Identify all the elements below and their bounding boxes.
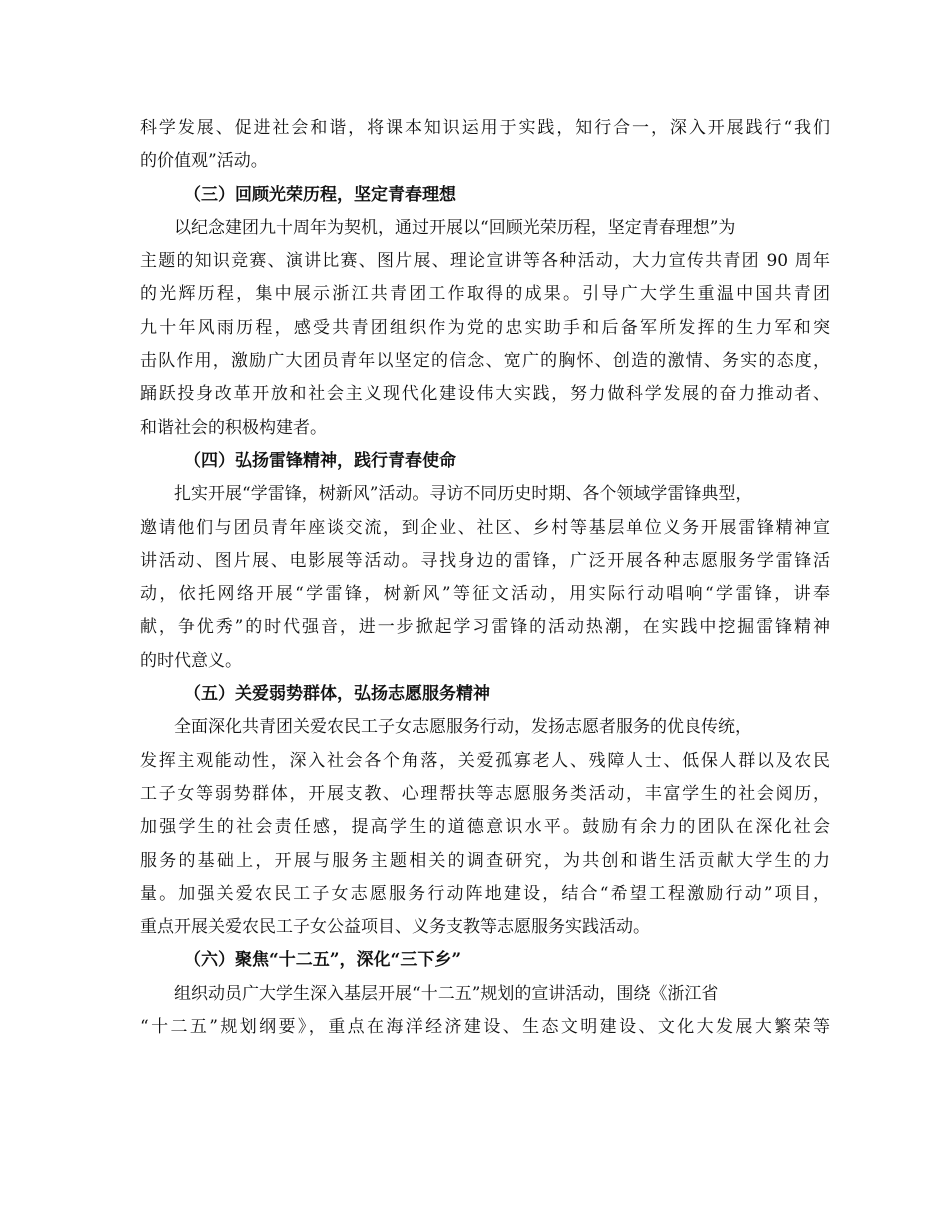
body-line: 九十年风雨历程，感受共青团组织作为党的忠实助手和后备军所发挥的生力军和突 [140, 317, 830, 338]
body-line: 献，争优秀”的时代强音，进一步掀起学习雷锋的活动热潮，在实践中挖掘雷锋精神 [140, 617, 830, 638]
body-line: 的光辉历程，集中展示浙江共青团工作取得的成果。引导广大学生重温中国共青团 [140, 284, 830, 305]
body-line: 服务的基础上，开展与服务主题相关的调查研究，为共创和谐生活贡献大学生的力 [140, 850, 830, 871]
body-line: 邀请他们与团员青年座谈交流，到企业、社区、乡村等基层单位义务开展雷锋精神宣 [140, 517, 830, 538]
section-heading-4: （四）弘扬雷锋精神，践行青春使命 [184, 450, 456, 471]
body-line: 发挥主观能动性，深入社会各个角落，关爱孤寡老人、残障人士、低保人群以及农民 [140, 750, 830, 771]
body-line: 组织动员广大学生深入基层开展“十二五”规划的宣讲活动，围绕《浙江省 [174, 983, 719, 1004]
body-line: 踊跃投身改革开放和社会主义现代化建设伟大实践，努力做科学发展的奋力推动者、 [140, 384, 830, 405]
body-line: 扎实开展“学雷锋，树新风”活动。寻访不同历史时期、各个领域学雷锋典型， [174, 484, 753, 505]
body-line: 和谐社会的积极构建者。 [140, 417, 327, 438]
body-line: 以纪念建团九十周年为契机，通过开展以“回顾光荣历程，坚定青春理想”为 [174, 217, 736, 238]
section-heading-6: （六）聚焦“十二五”，深化“三下乡” [184, 950, 462, 971]
section-heading-3: （三）回顾光荣历程，坚定青春理想 [184, 184, 456, 205]
body-line: 加强学生的社会责任感，提高学生的道德意识水平。鼓励有余力的团队在深化社会 [140, 817, 830, 838]
section-heading-5: （五）关爱弱势群体，弘扬志愿服务精神 [184, 684, 490, 705]
body-line: 主题的知识竞赛、演讲比赛、图片展、理论宣讲等各种活动，大力宣传共青团 90 周年 [140, 251, 830, 272]
body-line: 击队作用，激励广大团员青年以坚定的信念、宽广的胸怀、创造的激情、务实的态度， [140, 351, 830, 372]
body-line: 讲活动、图片展、电影展等活动。寻找身边的雷锋，广泛开展各种志愿服务学雷锋活 [140, 550, 830, 571]
body-line: “十二五”规划纲要》，重点在海洋经济建设、生态文明建设、文化大发展大繁荣等 [140, 1017, 830, 1038]
body-line: 全面深化共青团关爱农民工子女志愿服务行动，发扬志愿者服务的优良传统， [174, 717, 752, 738]
body-line: 科学发展、促进社会和谐，将课本知识运用于实践，知行合一，深入开展践行“我们 [140, 118, 830, 138]
body-line: 量。加强关爱农民工子女志愿服务行动阵地建设，结合“希望工程激励行动”项目， [140, 883, 830, 904]
body-line: 的价值观”活动。 [140, 151, 268, 172]
body-line: 的时代意义。 [140, 650, 242, 671]
body-line: 重点开展关爱农民工子女公益项目、义务支教等志愿服务实践活动。 [140, 917, 650, 938]
body-line: 动，依托网络开展“学雷锋，树新风”等征文活动，用实际行动唱响“学雷锋，讲奉 [140, 584, 830, 605]
body-line: 工子女等弱势群体，开展支教、心理帮扶等志愿服务类活动，丰富学生的社会阅历， [140, 783, 830, 804]
document-page [140, 112, 830, 1044]
